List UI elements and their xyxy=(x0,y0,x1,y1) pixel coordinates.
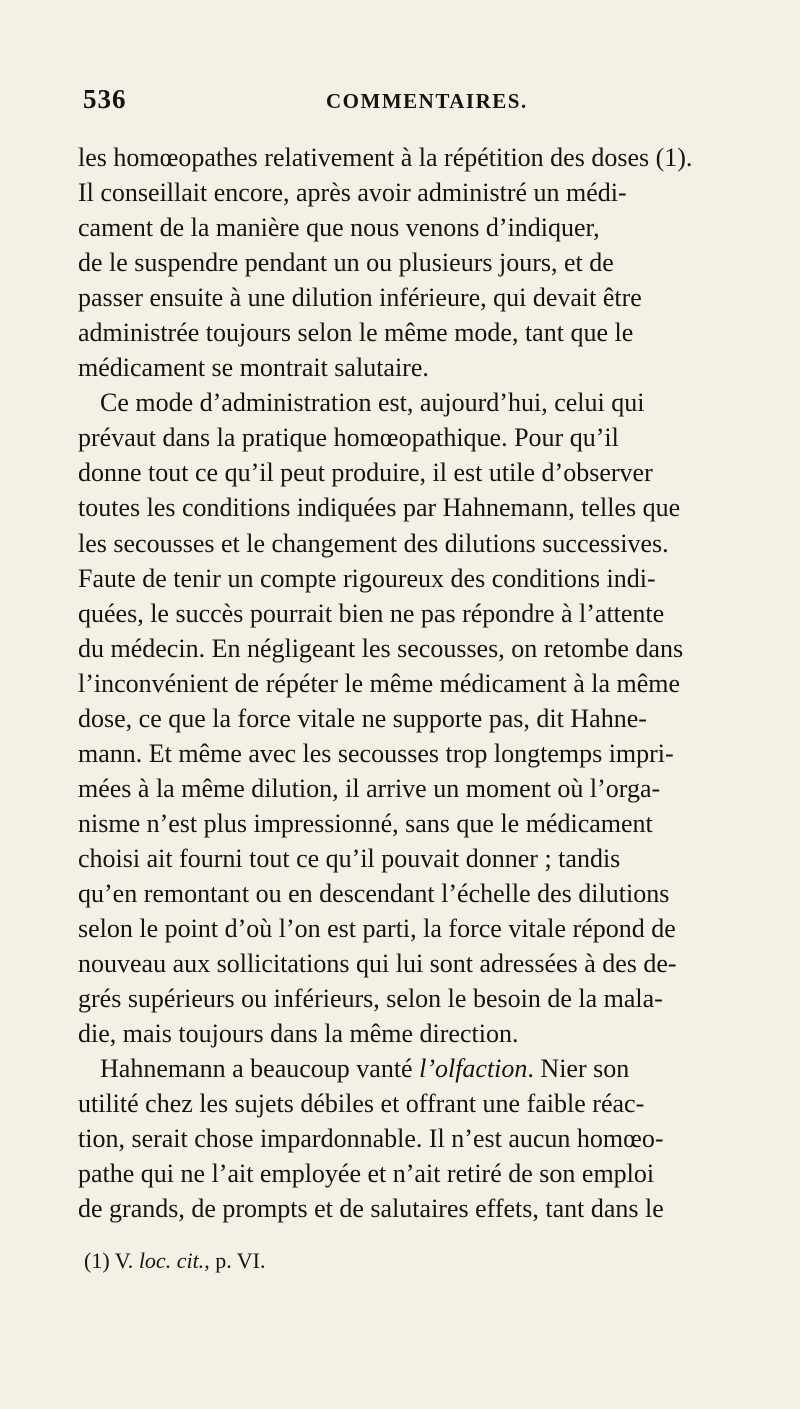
text-line: passer ensuite à une dilution inférieure, qui devait être xyxy=(78,283,642,313)
text-line: de le suspendre pendant un ou plusieurs jours, et de xyxy=(78,248,614,278)
running-head xyxy=(83,84,723,120)
text-line: nouveau aux sollicitations qui lui sont adressées à des de- xyxy=(78,949,677,979)
text-line: les secousses et le changement des dilutions successives. xyxy=(78,528,669,558)
text-line: grés supérieurs ou inférieurs, selon le besoin de la mala- xyxy=(78,984,663,1014)
text-line: les homœopathes relativement à la répétition des doses (1). xyxy=(78,143,693,172)
italic-term: l’olfaction xyxy=(419,1054,528,1084)
text-line: utilité chez les sujets débiles et offrant une faible réac- xyxy=(78,1089,645,1119)
text-line: dose, ce que la force vitale ne supporte pas, dit Hahne- xyxy=(78,703,647,733)
footnote-italic: loc. cit. xyxy=(138,1248,205,1273)
text-line: de grands, de prompts et de salutaires effets, tant dans le xyxy=(78,1194,664,1224)
text-line: administrée toujours selon le même mode, tant que le xyxy=(78,318,634,348)
text-run: . Nier son xyxy=(527,1054,630,1084)
running-head-title: COMMENTAIRES. xyxy=(326,89,528,113)
footnote xyxy=(84,1248,266,1274)
text-line: Faute de tenir un compte rigoureux des conditions indi- xyxy=(78,563,656,593)
page-number: 536 xyxy=(83,84,127,114)
text-line: qu’en remontant ou en descendant l’échelle des dilutions xyxy=(78,878,670,908)
text-line: cament de la manière que nous venons d’indiquer, xyxy=(78,213,600,243)
text-line: prévaut dans la pratique homœopathique. Pour qu’il xyxy=(78,423,619,453)
text-line: choisi ait fourni tout ce qu’il pouvait donner ; tandis xyxy=(78,843,621,873)
footnote-text: V. xyxy=(109,1248,139,1273)
body-text xyxy=(78,140,768,1226)
text-line: donne tout ce qu’il peut produire, il est utile d’observer xyxy=(78,458,653,488)
text-line: Ce mode d’administration est, aujourd’hui, celui qui xyxy=(100,388,645,418)
text-run: Hahnemann a beaucoup vanté xyxy=(100,1054,420,1084)
text-line xyxy=(78,1051,768,1086)
text-line: du médecin. En négligeant les secousses, on retombe dans xyxy=(78,633,684,663)
text-line: mann. Et même avec les secousses trop longtemps impri- xyxy=(78,738,674,768)
text-line: selon le point d’où l’on est parti, la force vitale répond de xyxy=(78,914,676,944)
text-line: nisme n’est plus impressionné, sans que le médicament xyxy=(78,808,653,838)
text-line: die, mais toujours dans la même direction. xyxy=(78,1019,519,1049)
text-line: tion, serait chose impardonnable. Il n’est aucun homœo- xyxy=(78,1124,664,1154)
text-line: quées, le succès pourrait bien ne pas répondre à l’attente xyxy=(78,598,665,628)
footnote-ref: (1) xyxy=(84,1248,110,1273)
text-line: Il conseillait encore, après avoir administré un médi- xyxy=(78,178,627,208)
text-line: médicament se montrait salutaire. xyxy=(78,353,429,383)
text-line: toutes les conditions indiquées par Hahnemann, telles que xyxy=(78,493,681,523)
footnote-text: , p. VI. xyxy=(204,1248,266,1273)
text-line: pathe qui ne l’ait employée et n’ait retiré de son emploi xyxy=(78,1159,655,1189)
text-line: l’inconvénient de répéter le même médicament à la même xyxy=(78,668,681,698)
text-line: mées à la même dilution, il arrive un moment où l’orga- xyxy=(78,773,661,803)
